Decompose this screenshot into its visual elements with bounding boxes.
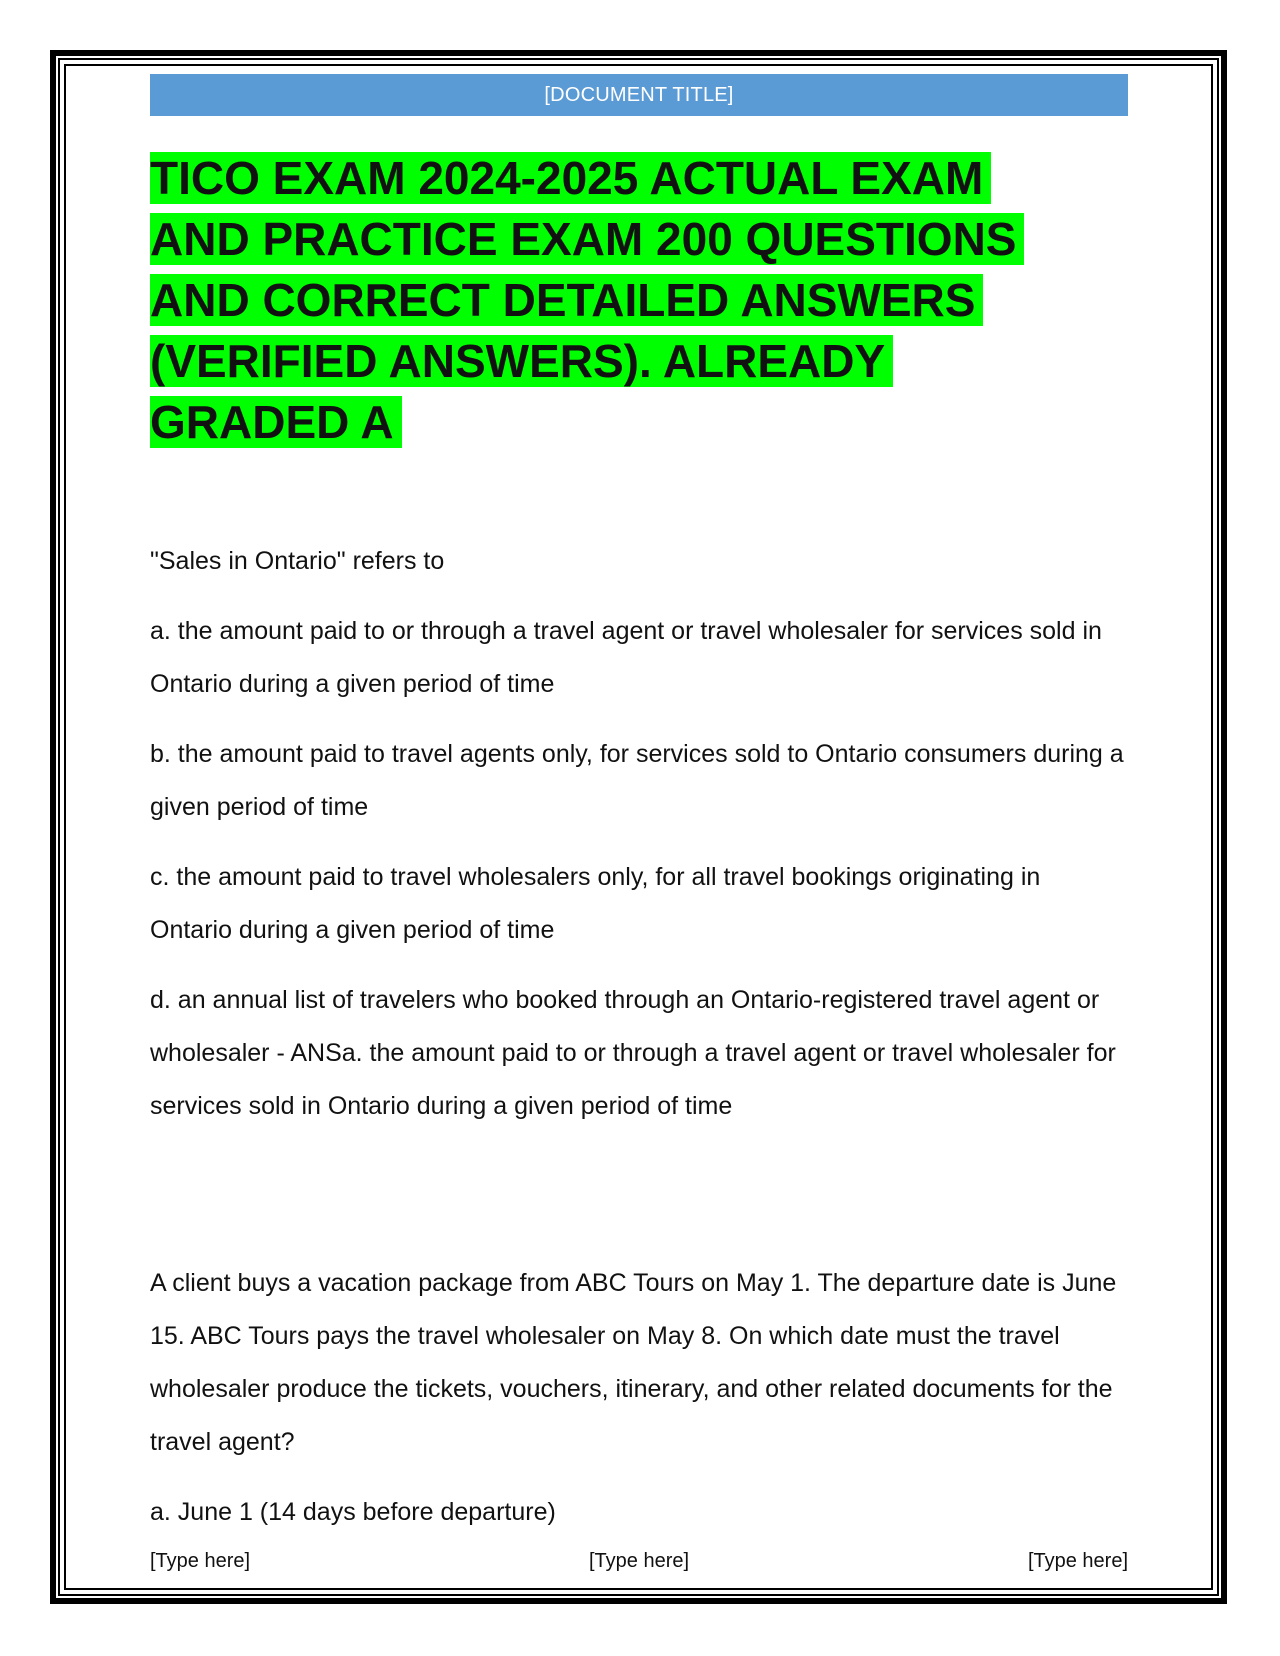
- document-title-header[interactable]: [DOCUMENT TITLE]: [150, 74, 1128, 116]
- question-1-option-d-with-answer: d. an annual list of travelers who booked through an Ontario-registered travel agent or wholesaler - ANSa. the amount paid to or through a travel agent or travel wholesaler for services sold in Ontario during a given period of time: [150, 986, 1116, 1120]
- question-1-option-c: c. the amount paid to travel wholesalers only, for all travel bookings originating in Ontario during a given period of time: [150, 863, 1041, 944]
- page-footer: [150, 1546, 1128, 1576]
- question-1: [150, 535, 1128, 1133]
- question-1-option-b: b. the amount paid to travel agents only, for services sold to Ontario consumers during a given period of time: [150, 740, 1124, 821]
- footer-center-placeholder[interactable]: [Type here]: [588, 1550, 690, 1572]
- question-1-stem: "Sales in Ontario" refers to: [150, 547, 445, 575]
- footer-right-placeholder[interactable]: [Type here]: [1027, 1550, 1128, 1572]
- main-heading-text: TICO EXAM 2024-2025 ACTUAL EXAM AND PRACTICE EXAM 200 QUESTIONS AND CORRECT DETAILED ANSWERS (VERIFIED ANSWERS). ALREADY GRADED A: [150, 152, 1024, 448]
- page-content: [150, 74, 1128, 1556]
- question-2: [150, 1257, 1128, 1539]
- question-1-option-a: a. the amount paid to or through a travel agent or travel wholesaler for services sold in Ontario during a given period of time: [150, 617, 1102, 698]
- question-2-stem: A client buys a vacation package from ABC Tours on May 1. The departure date is June 15. ABC Tours pays the travel wholesaler on May 8. On which date must the travel wholesaler produce the tickets, vouchers, itinerary, and other related documents for the travel agent?: [150, 1269, 1117, 1456]
- footer-left-placeholder[interactable]: [Type here]: [150, 1550, 251, 1572]
- main-heading: [150, 148, 1050, 453]
- question-2-option-a: a. June 1 (14 days before departure): [150, 1498, 556, 1526]
